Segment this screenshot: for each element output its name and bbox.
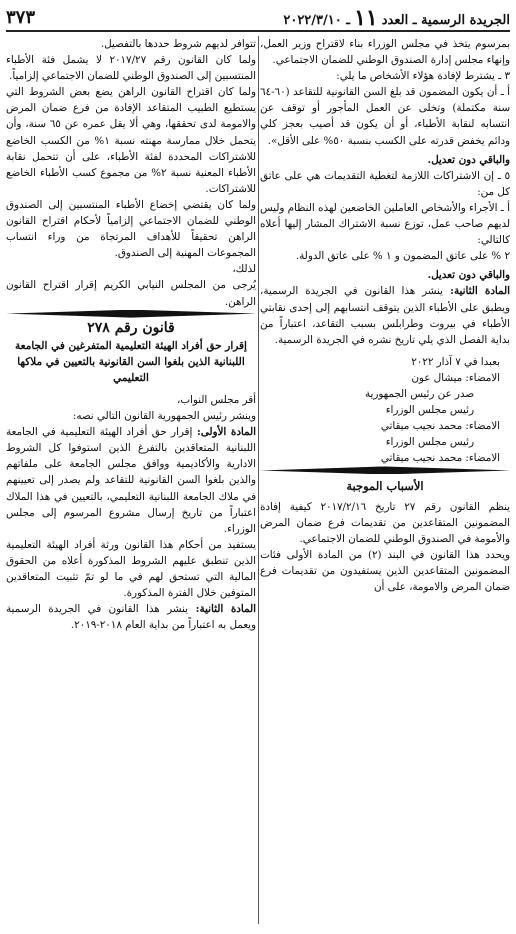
article-text: ينشر هذا القانون في الجريدة الرسمية ويعمل به اعتباراً من بداية العام ٢٠١٨-٢٠١٩. [6,603,256,632]
article-label: المادة الأولى: [192,426,256,439]
paragraph: بمرسوم يتخذ في مجلس الوزراء بناء لاقتراح وزير العمل، وإنهاء مجلس إدارة الصندوق الوطني للضمان الاجتماعي. [260,38,510,67]
section-note: والباقي دون تعديل. [427,153,510,166]
page-header [6,4,510,32]
paragraph: لذلك، [232,263,256,276]
section-separator [6,310,256,318]
law-number: قانون رقم ٢٧٨ [87,319,175,336]
publication-name: الجريدة الرسمية ـ العدد [381,13,510,28]
signature-line: رئيس مجلس الوزراء [385,436,474,449]
paragraph: وينشر رئيس الجمهورية القانون التالي نصه: [72,410,256,423]
paragraph: أ ـ الأجراء والأشخاص العاملين الخاضعين لهذه النظام وليس لديهم صاحب عمل، توزع نسبة الاشتراك المشار إليها أعلاه كالتالي: [260,201,510,247]
law-title: إقرار حق أفراد الهيئة التعليمية المتفرغين في الجامعة اللبنانية الذين بلغوا السن القانونية بالتعيين في ملاكها التعليمي [15,339,247,384]
paragraph [6,424,256,537]
left-column [6,36,256,930]
paragraph [6,601,256,633]
signature-line: الامضاء: محمد نجيب ميقاتي [380,420,500,433]
section-separator [260,466,510,474]
signature-line: رئيس مجلس الوزراء [385,404,474,417]
paragraph: ينظم القانون رقم ٢٧ تاريخ ٢٠١٧/٢/١٦ كيفية إفادة المضمونين المتقاعدين من تقديمات فرع ضمان المرض والأمومة في الصندوق الوطني للضمان الاجتماعي. [260,500,510,545]
page-number: ٣٧٣ [6,7,36,28]
header-publication [283,5,510,31]
paragraph: تتوافر لديهم شروط حددها بالتفصيل. [100,38,256,50]
section-note: والباقي دون تعديل. [427,269,510,282]
paragraph: ٣ ـ يشترط لإفادة هؤلاء الأشخاص ما يلي: [336,70,510,83]
column-divider [258,36,259,924]
signature-line: الامضاء: محمد نجيب ميقاتي [380,452,500,465]
paragraph: يستفيد من أحكام هذا القانون ورثة أفراد الهيئة التعليمية الذين تنطبق عليهم الشروط المذكورة أعلاه من الحقوق المالية التي تستحق لهم في ما لو تمّ تثبيت المتعاقدين المتوفين خلال الفترة المذكورة. [6,538,256,600]
issue-number: ١١ [354,5,378,31]
paragraph [260,283,510,347]
paragraph: ولما كان القانون رقم ٢٠١٧/٢٧ لا يشمل فئة الأطباء المنتسبين إلى الصندوق الوطني للضمان الاجتماعي إلزامياً. [6,54,256,83]
paragraph: ويحدد هذا القانون في البند (٢) من المادة الأولى فئات المضمونين المتقاعدين الذين يستفيدون من تقديمات فرع ضمان المرض والامومة، على أن [260,548,510,593]
right-column [260,36,510,930]
paragraph: أقر مجلس النواب، [176,393,256,406]
signature-line: صدر عن رئيس الجمهورية [364,387,474,400]
article-label: المادة الثانية: [442,285,511,298]
paragraph: يُرجى من المجلس النيابي الكريم إقرار اقتراح القانون الراهن. [6,279,256,308]
signature-line: بعبدا في ٧ آذار ٢٠٢٢ [411,355,500,368]
issue-date: ـ ٢٠٢٢/٣/١٠ [283,13,351,28]
article-text: إقرار حق أفراد الهيئة التعليمية في الجامعة اللبنانية المتعاقدين بالتفرغ الذين استوفوا كل الشروط الادارية والأكاديمية ووافق مجلس الجامعة على ملفاتهم والذين بلغوا السن القانونية للتقاعد ولم يصدر إلى تعيينهم في ملاك الجامعة اللبنانية التعليمي، بالتعيين في هذا الملاك اعتباراً من تاريخ إرسال مشروع المرسوم إلى مجلس الوزراء. [6,426,256,535]
signature-line: الامضاء: ميشال عون [411,371,500,384]
paragraph: ولما كان يقتضي إخضاع الأطباء المنتسبين إلى الصندوق الوطني للضمان الاجتماعي إلزامياً لأحكام اقتراح القانون الراهن تحقيقاً للأهداف المرتجاة من وراء انتساب المجموعات المهنية إلى الصندوق. [6,198,256,260]
article-text: ينشر هذا القانون في الجريدة الرسمية، ويطبق على الأطباء الذين يتوقف انتسابهم إلى إحدى نقابتي الأطباء في بيروت وطرابلس بسبب التقاعد، اعتباراً من بداية الفصل الذي يلي تاريخ نشره في الجريدة الرسمية. [260,285,510,346]
section-title: الأسباب الموجبة [346,479,424,494]
article-label: المادة الثانية: [187,603,256,616]
paragraph: ولما كان اقتراح القانون الراهن يضع بعض الشروط التي يستطيع الطبيب المتقاعد الإفادة من فرع ضمان المرض والامومة لدى تحققها، وهي ألا يقل عمره عن ٦٥ سنة، وأن يتحمل خلال ممارسة مهنته نسبة ١% من الكسب الخاضع للاشتراكات المحددة لفئة الأطباء، على أن تتحمل نقابة الأطباء المعنية نسبة ٢% من مجموع كسب الأطباء الخاضع للاشتراكات. [6,86,256,195]
paragraph: ٥ ـ إن الاشتراكات اللازمة لتغطية التقديمات هي على عاتق كل من: [260,169,510,198]
paragraph: ٢ % على عاتق المضمون و ١ % على عاتق الدولة. [295,250,510,263]
paragraph: أ ـ أن يكون المضمون قد بلغ السن القانونية للتقاعد (٦٠-٦٤ سنة مكتملة) وتخلى عن العمل المأجور أو توقف عن انتسابه لنقابة الأطباء، أو أن يكون قد أصيب بعجز كلي ودائم يخفض قدرته على الكسب بنسبة ٥٠% على الأقل». [260,86,510,147]
